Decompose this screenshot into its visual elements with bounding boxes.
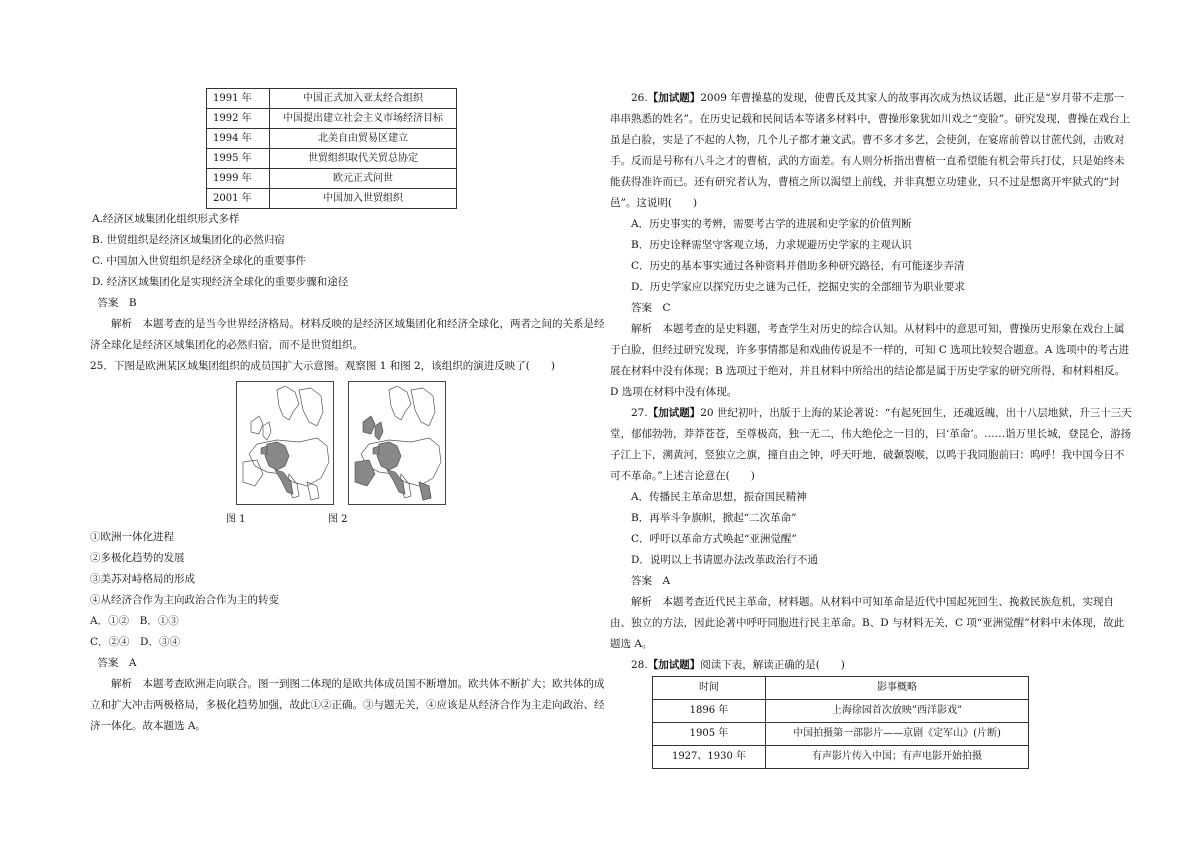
q26-option-b: B．历史诠释需坚守客观立场，力求规避历史学家的主观认识 bbox=[631, 239, 912, 251]
q24-option-b: B. 世贸组织是经济区域集团化的必然归宿 bbox=[92, 234, 285, 246]
table-row: 2001 年 中国加入世贸组织 bbox=[207, 189, 457, 209]
q25-item: ③美苏对峙格局的形成 bbox=[90, 573, 195, 585]
q27-option-b: B．再举斗争旗帜，掀起“二次革命” bbox=[631, 512, 797, 524]
figure-captions bbox=[90, 509, 612, 527]
q27-answer: 答案 A bbox=[631, 575, 671, 587]
q25-answer: 答案 A bbox=[97, 657, 137, 669]
q26-stem: 26.【加试题】2009 年曹操墓的发现，使曹氏及其家人的故事再次成为热议话题，此正是“岁月带不走那一串串熟悉的姓名”。在历史记载和民间话本等诸多材料中，曹操形象犹如川戏之“变脸”。研究发现，曹操在戏台上虽是白脸，实是了不起的人物，几个儿子都才兼文武。曹不多才多艺，会使剑，在宴席前曾以甘蔗代剑，击败对手。反而是号称有八斗之才的曹植，武的方面差。有人则分析指出曹植一直希望能有机会带兵打仗，只是始终未能获得准许而已。还有研究者认为，曹植之所以渴望上前线，并非真想立功建业，只不过是想离开牢狱式的“封邑”。这说明( ) bbox=[610, 92, 1131, 209]
q27-tag: 【加试题】 bbox=[647, 407, 701, 419]
europe-map-figure-1 bbox=[236, 381, 334, 505]
q25-stem: 25．下图是欧洲某区域集团组织的成员国扩大示意图。观察图 1 和图 2，该组织的演进反映了( ) bbox=[90, 360, 555, 372]
q26-option-d: D．历史学家应以探究历史之谜为己任，挖掘史实的全部细节为职业要求 bbox=[631, 281, 965, 293]
q25-item: ①欧洲一体化进程 bbox=[90, 531, 174, 543]
q24-answer: 答案 B bbox=[97, 297, 137, 309]
figure-1-caption: 图 1 bbox=[226, 514, 246, 525]
q26-analysis: 解析 本题考查的是史料题，考查学生对历史的综合认知。从材料中的意思可知，曹操历史形象在戏台上属于白脸，但经过研究发现，许多事情都是和戏曲传说是不一样的，可知 C 选项比较契合题意。A 选项中的考古进展在材料中没有体现；B 选项过于绝对，并且材料中所给出的结论都是属于历史学家的研究所得，和材料相反。D 选项在材料中没有体现。 bbox=[610, 323, 1130, 398]
table-header-row: 时间 影事概略 bbox=[653, 677, 1029, 700]
table-row: 1991 年 中国正式加入亚太经合组织 bbox=[207, 89, 457, 109]
film-history-table bbox=[652, 676, 1029, 769]
q27-option-a: A．传播民主革命思想，振奋国民精神 bbox=[631, 491, 807, 503]
q26-tag: 【加试题】 bbox=[647, 92, 701, 104]
q27-option-c: C．呼吁以革命方式唤起“亚洲觉醒” bbox=[631, 533, 797, 545]
figure-2-caption: 图 2 bbox=[328, 514, 348, 525]
q24-option-d: D. 经济区域集团化是实现经济全球化的重要步骤和途径 bbox=[92, 276, 349, 288]
table-row: 1992 年 中国提出建立社会主义市场经济目标 bbox=[207, 109, 457, 129]
q25-choices: A．①② B．①③ bbox=[90, 615, 179, 627]
table-row: 1896 年 上海徐园首次放映”西洋影戏” bbox=[653, 700, 1029, 723]
right-column bbox=[610, 88, 1132, 769]
q26-option-a: A．历史事实的考辨，需要考古学的进展和史学家的价值判断 bbox=[631, 218, 912, 230]
europe-maps bbox=[236, 381, 612, 507]
table-row: 1994 年 北美自由贸易区建立 bbox=[207, 129, 457, 149]
q27-analysis: 解析 本题考查近代民主革命，材料题。从材料中可知革命是近代中国起死回生、挽救民族危机，实现自由、独立的方法，因此论著中呼吁同胞进行民主革命。B、D 与材料无关，C 项“亚洲觉醒”材料中未体现，故此题选 A。 bbox=[610, 596, 1125, 650]
table-row: 1905 年 中国拍摄第一部影片——京剧《定军山》(片断) bbox=[653, 723, 1029, 746]
events-table bbox=[206, 88, 457, 209]
q25-item: ④从经济合作为主向政治合作为主的转变 bbox=[90, 594, 279, 606]
q27-stem: 27.【加试题】20 世纪初叶，出版于上海的某论著说：“有起死回生，还魂返魄，出十八层地狱，升三十三天堂，郁郁勃勃，莽莽苍苍，至尊极高，独一无二，伟大绝伦之一目的，曰‘革命’。……诣万里长城，登昆仑，游扬子江上下，溯黄河，竖独立之旗，撞自由之钟，呼天吁地，破颡裂喉，以鸣于我同胞前曰：呜呼！我中国今日不可不革命。”上述言论意在( ) bbox=[610, 407, 1132, 482]
q26-option-c: C．历史的基本事实通过各种资料并借助多种研究路径，有可能逐步弄清 bbox=[631, 260, 965, 272]
q28-stem: 28.【加试题】阅读下表，解读正确的是( ) bbox=[631, 659, 845, 671]
q26-answer: 答案 C bbox=[631, 302, 671, 314]
q28-tag: 【加试题】 bbox=[647, 659, 701, 671]
q27-option-d: D．说明以上书请愿办法改革政治行不通 bbox=[631, 554, 818, 566]
table-row: 1995 年 世贸组织取代关贸总协定 bbox=[207, 149, 457, 169]
europe-map-figure-2 bbox=[348, 381, 446, 505]
q25-choices: C．②④ D．③④ bbox=[90, 636, 180, 648]
q24-analysis: 解析 本题考查的是当今世界经济格局。材料反映的是经济区域集团化和经济全球化，两者之间的关系是经济全球化是经济区域集团化的必然归宿，而不是世贸组织。 bbox=[90, 318, 605, 351]
q25-item: ②多极化趋势的发展 bbox=[90, 552, 185, 564]
table-row: 1999 年 欧元正式问世 bbox=[207, 169, 457, 189]
q25-analysis: 解析 本题考查欧洲走向联合。图一到图二体现的是欧共体成员国不断增加。欧共体不断扩大；欧共体的成立和扩大冲击两极格局，多极化趋势加强，故此①②正确。③与题无关，④应该是从经济合作为主走向政治、经济一体化。故本题选 A。 bbox=[90, 678, 605, 732]
q24-option-a: A.经济区域集团化组织形式多样 bbox=[92, 213, 240, 225]
left-column bbox=[90, 88, 612, 737]
q24-option-c: C. 中国加入世贸组织是经济全球化的重要事件 bbox=[92, 255, 306, 267]
table-row: 1927、1930 年 有声影片传入中国；有声电影开始拍摄 bbox=[653, 746, 1029, 769]
